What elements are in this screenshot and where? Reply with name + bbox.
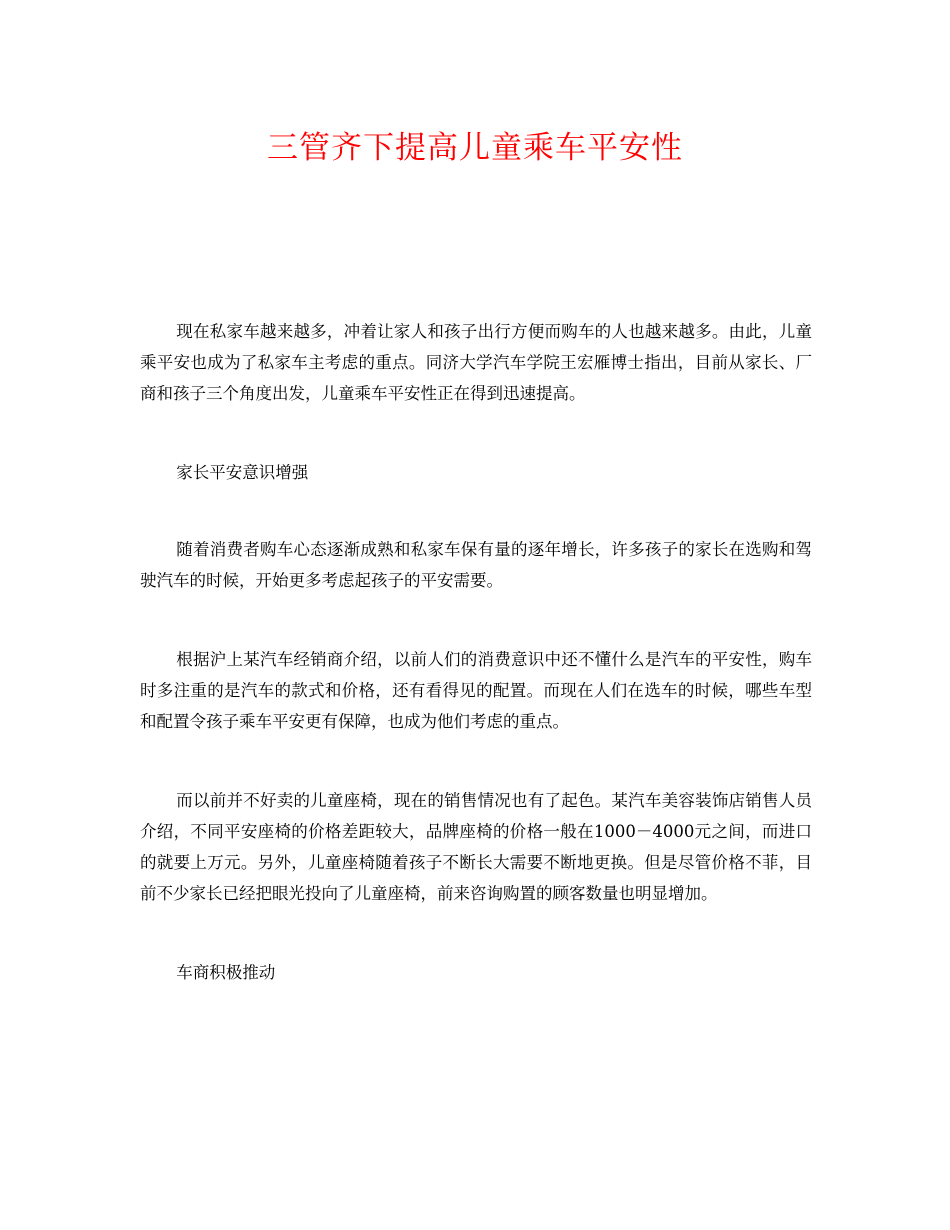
document-title: 三管齐下提高儿童乘车平安性	[267, 130, 683, 166]
section-heading-automakers: 车商积极推动	[176, 963, 276, 982]
paragraph-dealer-intro: 根据沪上某汽车经销商介绍，以前人们的消费意识中还不懂什么是汽车的平安性，购车时多注重的是汽车的款式和价格，还有看得见的配置。而现在人们在选车的时候，哪些车型和配置令孩子乘车平安更有保障，也成为他们考虑的重点。	[140, 650, 812, 731]
section-heading-parents: 家长平安意识增强	[176, 463, 309, 482]
document-body	[140, 316, 812, 1034]
paragraph-parents-awareness: 随着消费者购车心态逐渐成熟和私家车保有量的逐年增长，许多孩子的家长在选购和驾驶汽车的时候，开始更多考虑起孩子的平安需要。	[140, 540, 812, 590]
paragraph-intro: 现在私家车越来越多，冲着让家人和孩子出行方便而购车的人也越来越多。由此，儿童乘平安也成为了私家车主考虑的重点。同济大学汽车学院王宏雁博士指出，目前从家长、厂商和孩子三个角度出发，儿童乘车平安性正在得到迅速提高。	[140, 322, 812, 403]
paragraph-child-seats: 而以前并不好卖的儿童座椅，现在的销售情况也有了起色。某汽车美容装饰店销售人员介绍，不同平安座椅的价格差距较大，品牌座椅的价格一般在1000－4000元之间，而进口的就要上万元。另外，儿童座椅随着孩子不断长大需要不断地更换。但是尽管价格不菲，目前不少家长已经把眼光投向了儿童座椅，前来咨询购置的顾客数量也明显增加。	[140, 791, 812, 903]
